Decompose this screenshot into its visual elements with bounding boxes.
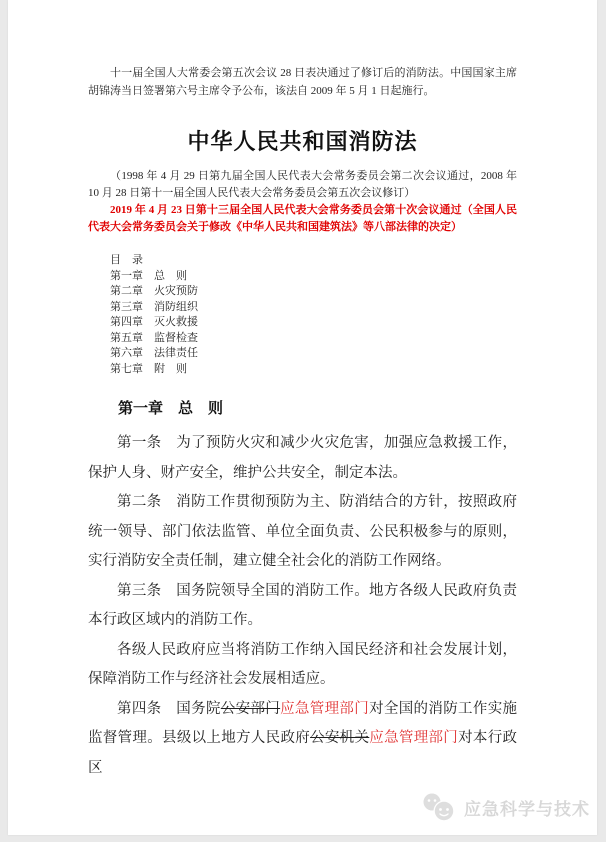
document-page — [8, 0, 597, 835]
revision-note: （1998 年 4 月 29 日第九届全国人民代表大会常务委员会第二次会议通过，2008 年 10 月 28 日第十一届全国人民代表大会常务委员会第五次会议修订） — [88, 170, 517, 199]
article-4-prefix: 第四条 国务院 — [117, 700, 221, 717]
chapter-1-heading: 第一章 总 则 — [118, 401, 224, 417]
article-4-middle: 对全国的消防工作实施监督管理。县级以上地方人民政府 — [88, 700, 518, 746]
table-of-contents — [88, 253, 517, 377]
article-2: 第二条 消防工作贯彻预防为主、防消结合的方针，按照政府统一领导、部门依法监管、单位全面负责、公民积极参与的原则，实行消防安全责任制，建立健全社会化的消防工作网络。 — [88, 494, 517, 569]
law-title: 中华人民共和国消防法 — [187, 129, 418, 154]
article-4 — [88, 695, 517, 784]
toc-item-chapter-1: 第一章 总 则 — [110, 269, 187, 282]
intro-paragraph: 十一届全国人大常委会第五次会议 28 日表决通过了修订后的消防法。中国国家主席胡锦涛当日签署第六号主席令予公布，该法自 2009 年 5 月 1 日起施行。 — [88, 67, 517, 97]
amendment-note: 2019 年 4 月 23 日第十三届全国人民代表大会常务委员会第十次会议通过（全国人民代表大会常务委员会关于修改《中华人民共和国建筑法》等八部法律的决定） — [88, 204, 517, 233]
overlapping-smiley-faces-icon — [418, 792, 460, 823]
article-3: 第三条 国务院领导全国的消防工作。地方各级人民政府负责本行政区域内的消防工作。 — [88, 582, 517, 628]
article-4-struck-text-1: 公安部门 — [220, 700, 281, 717]
article-4-suffix: 对本行政区 — [88, 730, 518, 776]
toc-item-chapter-3: 第三章 消防组织 — [110, 300, 198, 313]
toc-item-chapter-4: 第四章 灭火救援 — [110, 316, 198, 328]
article-3-paragraph-2: 各级人民政府应当将消防工作纳入国民经济和社会发展计划，保障消防工作与经济社会发展相适应。 — [88, 641, 517, 687]
article-4-struck-text-2: 公安机关 — [310, 730, 370, 746]
article-4-amended-text-2: 应急管理部门 — [369, 730, 459, 746]
toc-item-chapter-6: 第六章 法律责任 — [110, 347, 198, 359]
toc-item-chapter-2: 第二章 火灾预防 — [110, 285, 198, 297]
toc-heading: 目 录 — [110, 254, 143, 266]
watermark — [418, 792, 590, 823]
article-4-amended-text-1: 应急管理部门 — [280, 700, 370, 717]
document-content — [8, 0, 597, 835]
watermark-label: 应急科学与技术 — [464, 800, 590, 820]
toc-item-chapter-7: 第七章 附 则 — [110, 362, 187, 375]
article-1: 第一条 为了预防火灾和减少火灾危害，加强应急救援工作，保护人身、财产安全，维护公共安全，制定本法。 — [88, 435, 517, 481]
toc-item-chapter-5: 第五章 监督检查 — [110, 331, 198, 344]
chapter-1-body — [88, 429, 517, 783]
